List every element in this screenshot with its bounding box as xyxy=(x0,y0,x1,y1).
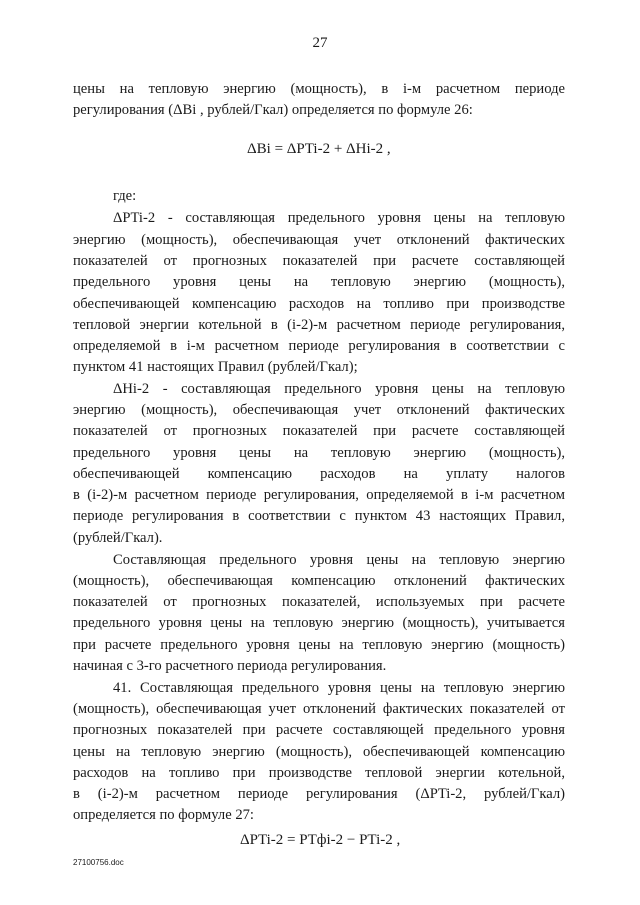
text-line: обеспечивающей компенсацию расходов на уплату налогов xyxy=(73,466,565,482)
text-line: при расчете предельного уровня цены на тепловую энергию (мощность) xyxy=(73,637,565,653)
text-line: обеспечивающей компенсацию расходов на топливо при производстве xyxy=(73,296,565,312)
text-line: в (i-2)-м расчетном периоде регулирования, определяемой в i-м расчетном xyxy=(73,487,565,503)
text-line: тепловой энергии котельной в (i-2)-м расчетном периоде регулирования, xyxy=(73,317,565,333)
text-line: регулирования (ΔBi , рублей/Гкал) определяется по формуле 26: xyxy=(73,102,473,118)
definition-1-line xyxy=(113,209,565,227)
text-line: 41. Составляющая предельного уровня цены на тепловую энергию xyxy=(113,680,565,696)
text-line: энергию (мощность), обеспечивающая учет отклонений фактических xyxy=(73,402,565,418)
text-line: цены на тепловую энергию (мощность), в i-м расчетном периоде xyxy=(73,81,565,97)
formula-26 xyxy=(247,141,391,158)
text-line: Составляющая предельного уровня цены на тепловую энергию xyxy=(113,552,565,568)
definition-1-symbol: ΔPTi-2 xyxy=(113,210,156,226)
text-line: (мощность), обеспечивающая компенсацию отклонений фактических xyxy=(73,573,565,589)
text-line: прогнозных показателей при расчете составляющей предельного уровня xyxy=(73,722,565,738)
definition-2-text: - составляющая предельного уровня цены на тепловую xyxy=(162,381,566,397)
text-line: предельного уровня цены на тепловую энергию (мощность), xyxy=(73,445,565,461)
text-line: показателей от прогнозных показателей при расчете составляющей xyxy=(73,423,565,439)
text-line: пунктом 41 настоящих Правил (рублей/Гкал); xyxy=(73,359,358,375)
formula-27-text: ΔPTi-2 = PTфi-2 − PTi-2 , xyxy=(240,832,401,848)
text-line: в (i-2)-м расчетном периоде регулирования (ΔPTi-2, рублей/Гкал) xyxy=(73,786,565,802)
text-line: периоде регулирования в соответствии с пунктом 43 настоящих Правил, xyxy=(73,508,565,524)
text-line: определяемой в i-м расчетном периоде регулирования в соответствии с xyxy=(73,338,565,354)
definition-2-line xyxy=(113,380,565,398)
text-line: (мощность), обеспечивающая учет отклонений фактических показателей от xyxy=(73,701,565,717)
text-line: предельного уровня цены на тепловую энергию (мощность), учитывается xyxy=(73,615,565,631)
text-line: начиная с 3-го расчетного периода регулирования. xyxy=(73,658,387,674)
text-line: цены на тепловую энергию (мощность), обеспечивающей компенсацию xyxy=(73,744,565,760)
text-line: (рублей/Гкал). xyxy=(73,530,163,546)
text-line: определяется по формуле 27: xyxy=(73,807,254,823)
formula-27 xyxy=(240,832,400,849)
formula-26-text: ΔBi = ΔPTi-2 + ΔHi-2 , xyxy=(247,141,391,157)
text-line: предельного уровня цены на тепловую энергию (мощность), xyxy=(73,274,565,290)
footer-filename: 27100756.doc xyxy=(73,858,124,867)
text-line: показателей от прогнозных показателей при расчете составляющей xyxy=(73,253,565,269)
definition-1-text: - составляющая предельного уровня цены на тепловую xyxy=(167,210,565,226)
definition-2-symbol: ΔHi-2 xyxy=(113,381,150,397)
text-line: энергию (мощность), обеспечивающая учет отклонений фактических xyxy=(73,232,565,248)
where-label: где: xyxy=(113,188,137,204)
text-line: расходов на топливо при производстве тепловой энергии котельной, xyxy=(73,765,565,781)
page-number: 27 xyxy=(312,35,328,51)
text-line: показателей от прогнозных показателей, используемых при расчете xyxy=(73,594,565,610)
